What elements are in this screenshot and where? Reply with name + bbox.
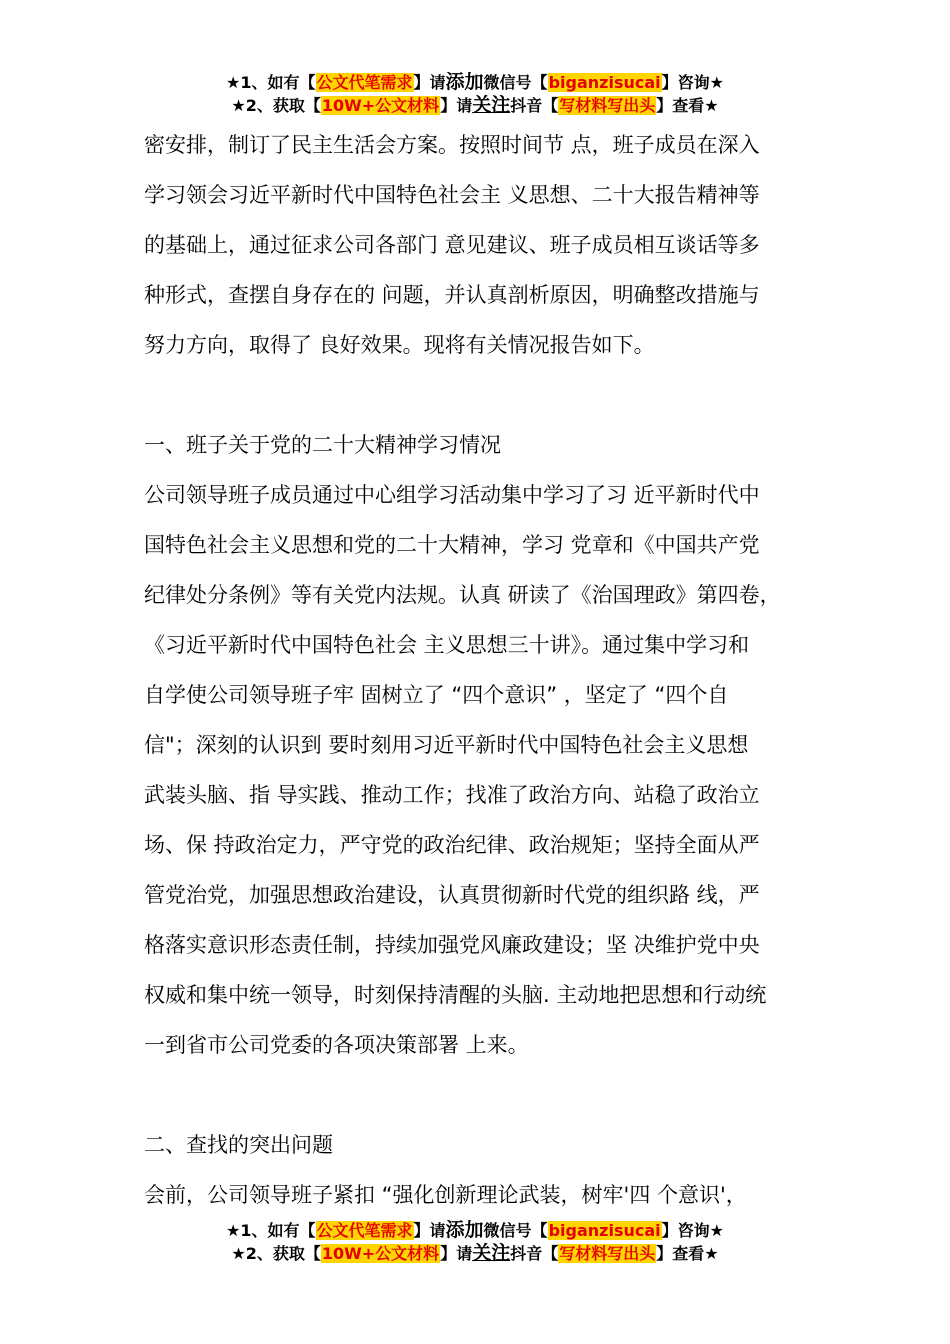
banner-text: 】查看★ [656,1244,719,1263]
document-body [144,120,824,1220]
body-line: 努力方向，取得了 良好效果。现将有关情况报告如下。 [144,333,655,357]
blank-line [144,370,824,420]
banner-highlight: 写材料写出头 [559,96,656,115]
header-banner [0,71,950,117]
body-line: 纪律处分条例》等有关党内法规。认真 研读了《治国理政》第四卷， [144,583,781,607]
section-heading: 二、查找的突出问题 [144,1133,333,1157]
banner-highlight: 10W+公文材料 [321,96,440,115]
body-line: 武装头脑、指 导实践、推动工作；找准了政治方向、站稳了政治立 [144,783,760,807]
banner-emphasis: 关注 [472,94,511,116]
banner-emphasis: 添加 [445,1219,484,1241]
footer-banner [0,1219,950,1265]
body-line: 格落实意识形态责任制，持续加强党风廉政建设；坚 决维护党中央 [144,933,760,957]
banner-highlight: 写材料写出头 [559,1244,656,1263]
body-line: 自学使公司领导班子牢 固树立了 “四个意识” ，坚定了 “四个自 [144,683,729,707]
banner-line-1 [0,71,950,94]
banner-highlight: 公文代笔需求 [316,1221,413,1240]
blank-line [144,1070,824,1120]
banner-highlight: biganzisucai [548,1221,661,1240]
banner-text: ★2、获取【 [231,96,321,115]
body-line: 密安排，制订了民主生活会方案。按照时间节 点，班子成员在深入 [144,133,760,157]
banner-text: 】查看★ [656,96,719,115]
banner-text: 】请 [413,73,446,92]
banner-text: 】咨询★ [661,1221,724,1240]
body-line: 一到省市公司党委的各项决策部署 上来。 [144,1033,529,1057]
banner-text: 抖音【 [510,96,559,115]
body-line: 公司领导班子成员通过中心组学习活动集中学习了习 近平新时代中 [144,483,760,507]
banner-text: 】请 [413,1221,446,1240]
banner-emphasis: 关注 [472,1242,511,1264]
body-line: 权威和集中统一领导，时刻保持清醒的头脑. 主动地把思想和行动统 [144,983,767,1007]
banner-text: 抖音【 [510,1244,559,1263]
body-line: 会前，公司领导班子紧扣 “强化创新理论武装，树牢'四 个意识'， [144,1183,747,1207]
body-line: 管党治党，加强思想政治建设，认真贯彻新时代党的组织路 线，严 [144,883,760,907]
body-line: 《习近平新时代中国特色社会 主义思想三十讲》。通过集中学习和 [144,633,750,657]
body-line: 国特色社会主义思想和党的二十大精神，学习 党章和《中国共产党 [144,533,760,557]
banner-text: 微信号【 [483,1221,548,1240]
banner-text: 微信号【 [483,73,548,92]
banner-text: ★1、如有【 [226,1221,316,1240]
section-heading: 一、班子关于党的二十大精神学习情况 [144,433,501,457]
body-line: 的基础上，通过征求公司各部门 意见建议、班子成员相互谈话等多 [144,233,760,257]
banner-line-1 [0,1219,950,1242]
banner-emphasis: 添加 [445,71,484,93]
banner-text: 】请 [440,96,473,115]
body-line: 学习领会习近平新时代中国特色社会主 义思想、二十大报告精神等 [144,183,760,207]
body-line: 场、保 持政治定力，严守党的政治纪律、政治规矩；坚持全面从严 [144,833,760,857]
banner-highlight: 公文代笔需求 [316,73,413,92]
banner-line-2 [0,1242,950,1265]
banner-line-2 [0,94,950,117]
banner-text: 】咨询★ [661,73,724,92]
body-line: 信"；深刻的认识到 要时刻用习近平新时代中国特色社会主义思想 [144,733,749,757]
banner-highlight: biganzisucai [548,73,661,92]
banner-text: ★2、获取【 [231,1244,321,1263]
body-line: 种形式，查摆自身存在的 问题，并认真剖析原因，明确整改措施与 [144,283,760,307]
banner-text: 】请 [440,1244,473,1263]
banner-text: ★1、如有【 [226,73,316,92]
banner-highlight: 10W+公文材料 [321,1244,440,1263]
